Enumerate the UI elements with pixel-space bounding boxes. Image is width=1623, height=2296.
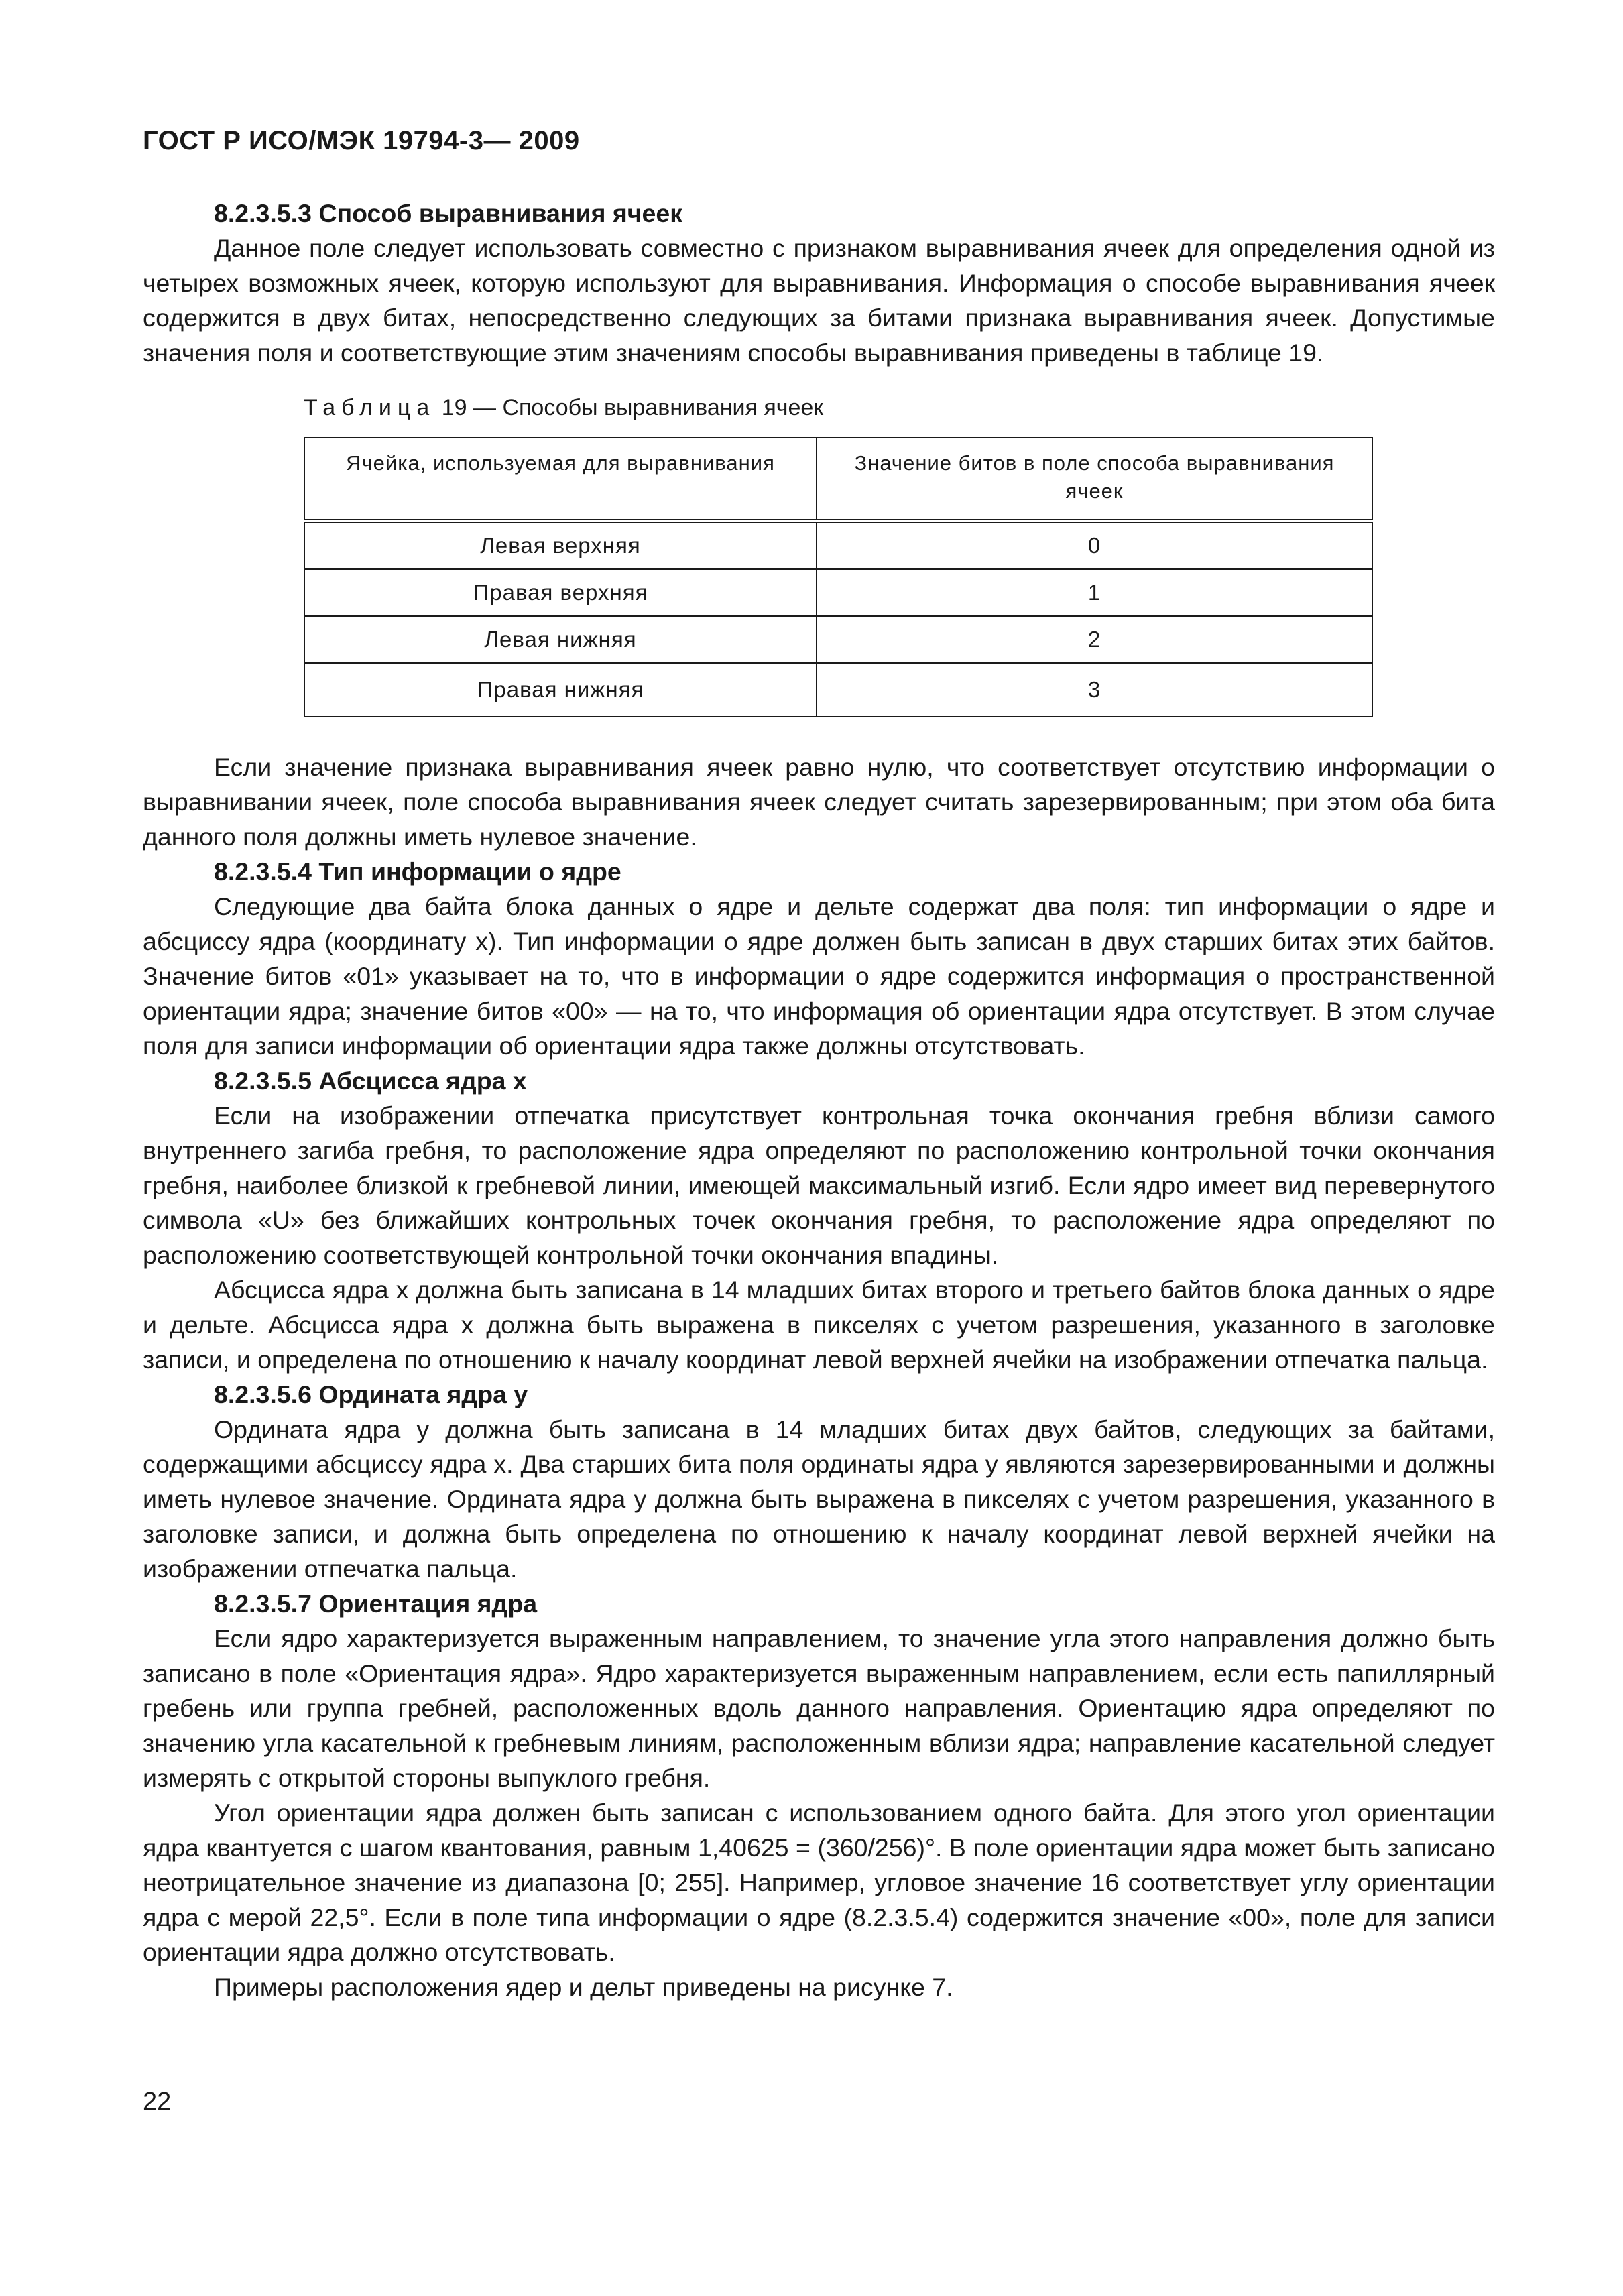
paragraph: Угол ориентации ядра должен быть записан с использованием одного байта. Для этого угол ориентации ядра квантуется с шагом квантования, равным 1,40625 = (360/256)°. В поле ориентации ядра может быть записано неотрицательное значение из диапазона [0; 255]. Например, угловое значение 16 соответствует углу ориентации ядра с мерой 22,5°. Если в поле типа информации о ядре (8.2.3.5.4) содержится значение «00», поле для записи ориентации ядра должно отсутствовать. (143, 1799, 1495, 1966)
section-heading: 8.2.3.5.6 Ордината ядра y (214, 1380, 528, 1408)
paragraph: Если значение признака выравнивания ячеек равно нулю, что соответствует отсутствию информации о выравнивании ячеек, поле способа выравнивания ячеек следует считать зарезервированным; при этом оба бита данного поля должны иметь нулевое значение. (143, 753, 1495, 851)
table-cell-value: 0 (817, 521, 1372, 569)
table-cell-value: 1 (817, 569, 1372, 616)
table-header-value: Значение битов в поле способа выравнивания ячеек (817, 438, 1372, 521)
page-content (143, 196, 1495, 2004)
table-cell-name: Левая нижняя (304, 616, 817, 663)
document-header: ГОСТ Р ИСО/МЭК 19794-3— 2009 (143, 126, 580, 156)
table-caption-prefix: Таблица (304, 395, 436, 420)
paragraph: Ордината ядра y должна быть записана в 14 младших битах двух байтов, следующих за байтами, содержащими абсциссу ядра x. Два старших бита поля ординаты ядра y являются зарезервированными и должны иметь нулевое значение. Ордината ядра y должна быть выражена в пикселях с учетом разрешения, указанного в заголовке записи, и должна быть определена по отношению к началу координат левой верхней ячейки на изображении отпечатка пальца. (143, 1415, 1495, 1583)
paragraph: Если ядро характеризуется выраженным направлением, то значение угла этого направления должно быть записано в поле «Ориентация ядра». Ядро характеризуется выраженным направлением, если есть папиллярный гребень или группа гребней, расположенных вдоль данного направления. Ориентацию ядра определяют по значению угла касательной к гребневым линиям, расположенным вблизи ядра; направление касательной следует измерять с открытой стороны выпуклого гребня. (143, 1624, 1495, 1792)
table-cell-name: Левая верхняя (304, 521, 817, 569)
table-row (304, 663, 1372, 717)
paragraph: Примеры расположения ядер и дельт приведены на рисунке 7. (214, 1973, 953, 2001)
alignment-table (304, 437, 1373, 717)
table-cell-name: Правая верхняя (304, 569, 817, 616)
table-cell-value: 2 (817, 616, 1372, 663)
paragraph: Если на изображении отпечатка присутствует контрольная точка окончания гребня вблизи самого внутреннего загиба гребня, то расположение ядра определяют по расположению контрольной точки окончания гребня, наиболее близкой к гребневой линии, имеющей максимальный изгиб. Если ядро имеет вид перевернутого символа «U» без ближайших контрольных точек окончания гребня, то расположение ядра определяют по расположению соответствующей контрольной точки окончания впадины. (143, 1101, 1495, 1269)
table-header-row (304, 438, 1372, 521)
table-row (304, 569, 1372, 616)
section-heading: 8.2.3.5.5 Абсцисса ядра x (214, 1067, 527, 1095)
paragraph: Следующие два байта блока данных о ядре и дельте содержат два поля: тип информации о ядре и абсциссу ядра (координату x). Тип информации о ядре должен быть записан в двух старших битах этих байтов. Значение битов «01» указывает на то, что в информации о ядре содержится информация о пространственной ориентации ядра; значение битов «00» — на то, что информация об ориентации ядра отсутствует. В этом случае поля для записи информации об ориентации ядра также должны отсутствовать. (143, 892, 1495, 1060)
table-row (304, 616, 1372, 663)
section-heading: 8.2.3.5.3 Способ выравнивания ячеек (214, 199, 683, 227)
after-table-block (143, 749, 1495, 2004)
paragraph: Данное поле следует использовать совместно с признаком выравнивания ячеек для определения одной из четырех возможных ячеек, которую используют для выравнивания. Информация о способе выравнивания ячеек содержится в двух битах, непосредственно следующих за битами признака выравнивания ячеек. Допустимые значения поля и соответствующие этим значениям способы выравнивания приведены в таблице 19. (143, 234, 1495, 367)
table-header-cell: Ячейка, используемая для выравнивания (304, 438, 817, 521)
section-heading: 8.2.3.5.7 Ориентация ядра (214, 1589, 538, 1618)
table-caption-title: 19 — Способы выравнивания ячеек (435, 395, 824, 420)
page-number: 22 (143, 2088, 172, 2116)
table-caption (304, 391, 1495, 424)
table-cell-value: 3 (817, 663, 1372, 717)
table-cell-name: Правая нижняя (304, 663, 817, 717)
paragraph: Абсцисса ядра x должна быть записана в 14 младших битах второго и третьего байтов блока данных о ядре и дельте. Абсцисса ядра x должна быть выражена в пикселях с учетом разрешения, указанного в заголовке записи, и определена по отношению к началу координат левой верхней ячейки на изображении отпечатка пальца. (143, 1276, 1495, 1374)
table-row (304, 521, 1372, 569)
section-heading: 8.2.3.5.4 Тип информации о ядре (214, 857, 621, 886)
